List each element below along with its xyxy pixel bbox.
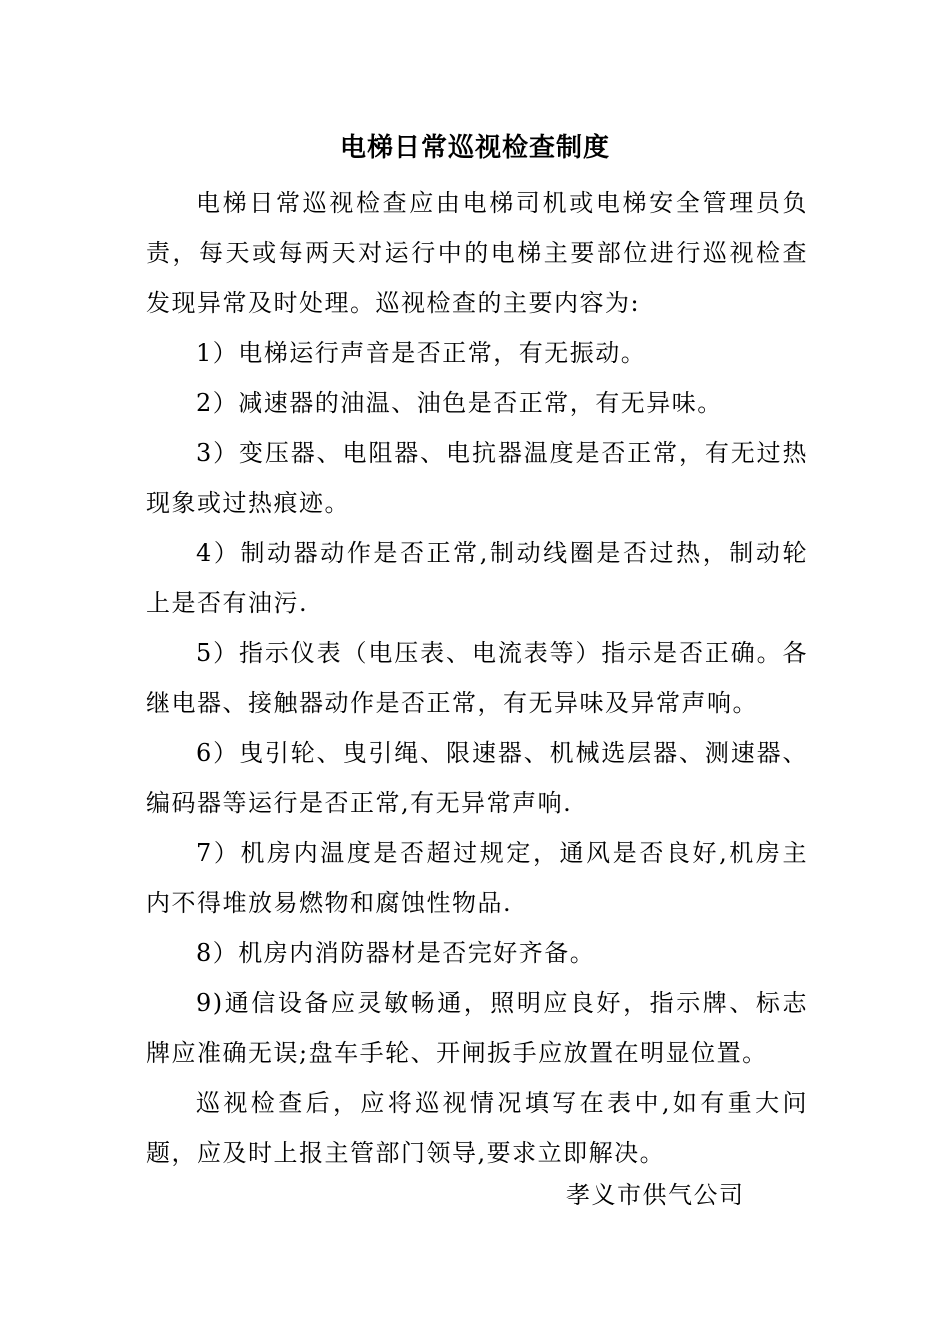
check-item-6: 6）曳引轮、曳引绳、限速器、机械选层器、测速器、编码器等运行是否正常,有无异常声响. — [146, 739, 808, 817]
document-title: 电梯日常巡视检查制度 — [339, 133, 610, 163]
document-body — [146, 178, 808, 1178]
check-item-8: 8）机房内消防器材是否完好齐备。 — [196, 939, 596, 967]
check-item-4: 4）制动器动作是否正常,制动线圈是否过热，制动轮上是否有油污. — [146, 539, 808, 617]
closing-paragraph: 巡视检查后，应将巡视情况填写在表中,如有重大问题，应及时上报主管部门领导,要求立即解决。 — [146, 1089, 808, 1167]
signature-organization: 孝义市供气公司 — [566, 1181, 745, 1209]
check-item-1: 1）电梯运行声音是否正常，有无振动。 — [196, 339, 647, 367]
check-item-7: 7）机房内温度是否超过规定，通风是否良好,机房主内不得堆放易燃物和腐蚀性物品. — [146, 839, 808, 917]
check-item-5: 5）指示仪表（电压表、电流表等）指示是否正确。各继电器、接触器动作是否正常，有无异味及异常声响。 — [146, 639, 808, 717]
check-item-9: 9)通信设备应灵敏畅通，照明应良好，指示牌、标志牌应准确无误;盘车手轮、开闸扳手应放置在明显位置。 — [146, 989, 808, 1067]
check-item-2: 2）减速器的油温、油色是否正常，有无异味。 — [196, 389, 723, 417]
intro-paragraph: 电梯日常巡视检查应由电梯司机或电梯安全管理员负责，每天或每两天对运行中的电梯主要部位进行巡视检查发现异常及时处理。巡视检查的主要内容为: — [146, 189, 808, 317]
check-item-3: 3）变压器、电阻器、电抗器温度是否正常，有无过热现象或过热痕迹。 — [146, 439, 808, 517]
